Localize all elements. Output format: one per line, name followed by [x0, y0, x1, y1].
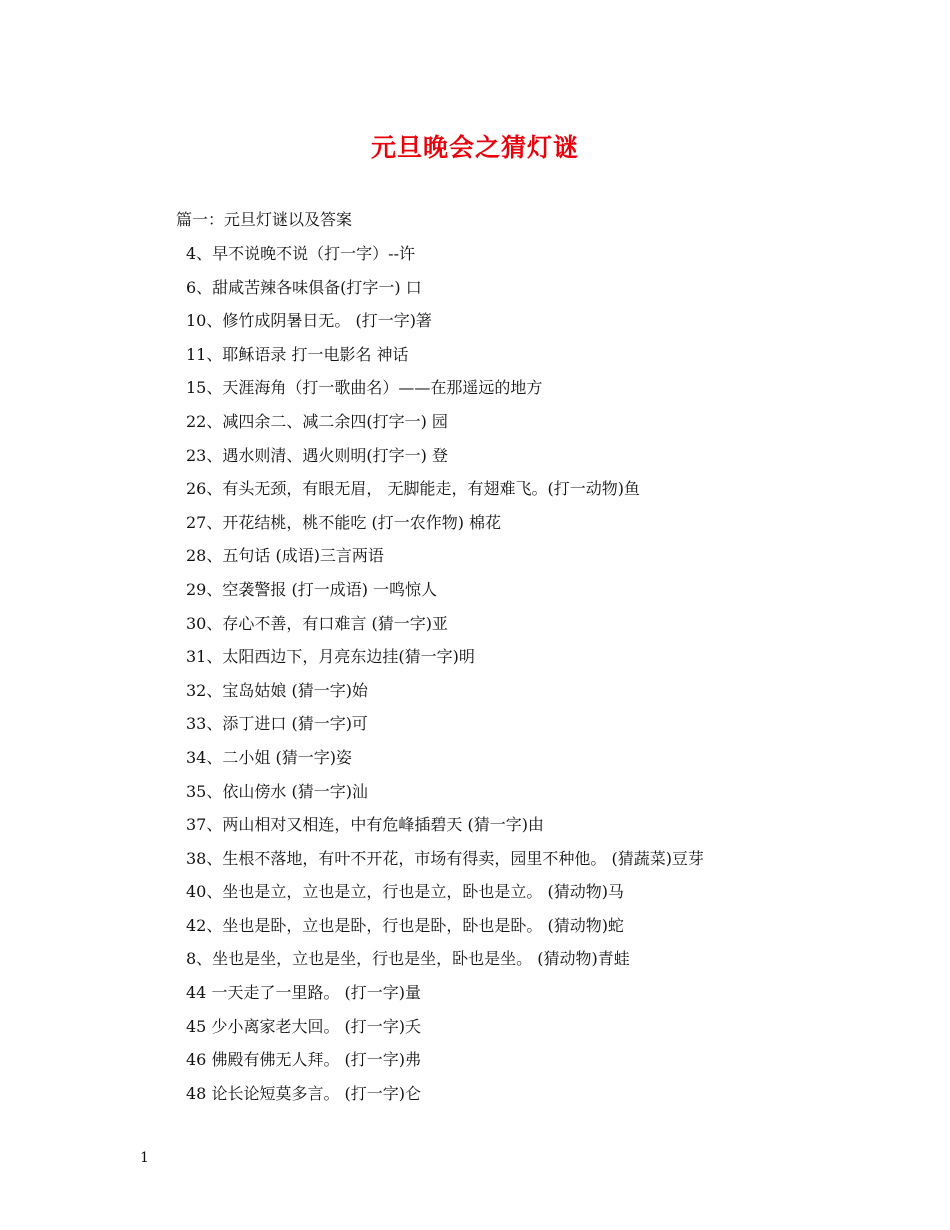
riddle-item: 22、减四余二、减二余四(打字一) 园 — [186, 411, 448, 431]
riddle-item: 26、有头无颈，有眼无眉， 无脚能走，有翅难飞。(打一动物)鱼 — [186, 479, 640, 499]
riddle-item: 23、遇水则清、遇火则明(打字一) 登 — [186, 445, 448, 465]
riddle-item: 46 佛殿有佛无人拜。 (打一字)弗 — [186, 1050, 422, 1070]
riddle-item: 38、生根不落地，有叶不开花，市场有得卖，园里不种他。 (猜蔬菜)豆芽 — [186, 848, 704, 868]
riddle-item: 48 论长论短莫多言。 (打一字)仑 — [186, 1083, 422, 1103]
riddle-item: 10、修竹成阴暑日无。 (打一字)箸 — [186, 311, 432, 331]
riddle-item: 4、早不说晚不说（打一字）--许 — [186, 244, 415, 263]
riddle-item: 27、开花结桃，桃不能吃 (打一农作物) 棉花 — [186, 512, 502, 532]
riddle-item: 30、存心不善，有口难言 (猜一字)亚 — [186, 613, 448, 633]
riddle-item: 34、二小姐 (猜一字)姿 — [186, 747, 352, 767]
riddle-item: 28、五句话 (成语)三言两语 — [186, 546, 384, 566]
document-title: 元旦晚会之猜灯谜 — [370, 133, 579, 162]
riddle-item: 40、坐也是立，立也是立，行也是立，卧也是立。 (猜动物)马 — [186, 882, 624, 902]
riddle-item: 33、添丁进口 (猜一字)可 — [186, 714, 368, 734]
riddle-item: 11、耶稣语录 打一电影名 神话 — [186, 344, 409, 364]
riddle-item: 35、依山傍水 (猜一字)汕 — [186, 781, 368, 801]
riddle-item: 32、宝岛姑娘 (猜一字)始 — [186, 680, 368, 700]
section-heading: 篇一：元旦灯谜以及答案 — [176, 210, 353, 229]
page-number: 1 — [140, 1150, 149, 1166]
riddle-item: 8、坐也是坐，立也是坐，行也是坐，卧也是坐。 (猜动物)青蛙 — [186, 949, 630, 969]
riddle-item: 37、两山相对又相连，中有危峰插碧天 (猜一字)由 — [186, 815, 544, 835]
riddle-item: 29、空袭警报 (打一成语) 一鸣惊人 — [186, 579, 438, 599]
riddle-list — [186, 240, 886, 1113]
riddle-item: 31、太阳西边下，月亮东边挂(猜一字)明 — [186, 647, 475, 667]
riddle-item: 44 一天走了一里路。 (打一字)量 — [186, 983, 422, 1003]
riddle-item: 42、坐也是卧，立也是卧，行也是卧，卧也是卧。 (猜动物)蛇 — [186, 915, 624, 935]
riddle-item: 15、天涯海角（打一歌曲名）——在那遥远的地方 — [186, 378, 543, 398]
riddle-item: 6、甜咸苦辣各味俱备(打字一) 口 — [186, 277, 422, 297]
riddle-item: 45 少小离家老大回。 (打一字)夭 — [186, 1016, 422, 1036]
